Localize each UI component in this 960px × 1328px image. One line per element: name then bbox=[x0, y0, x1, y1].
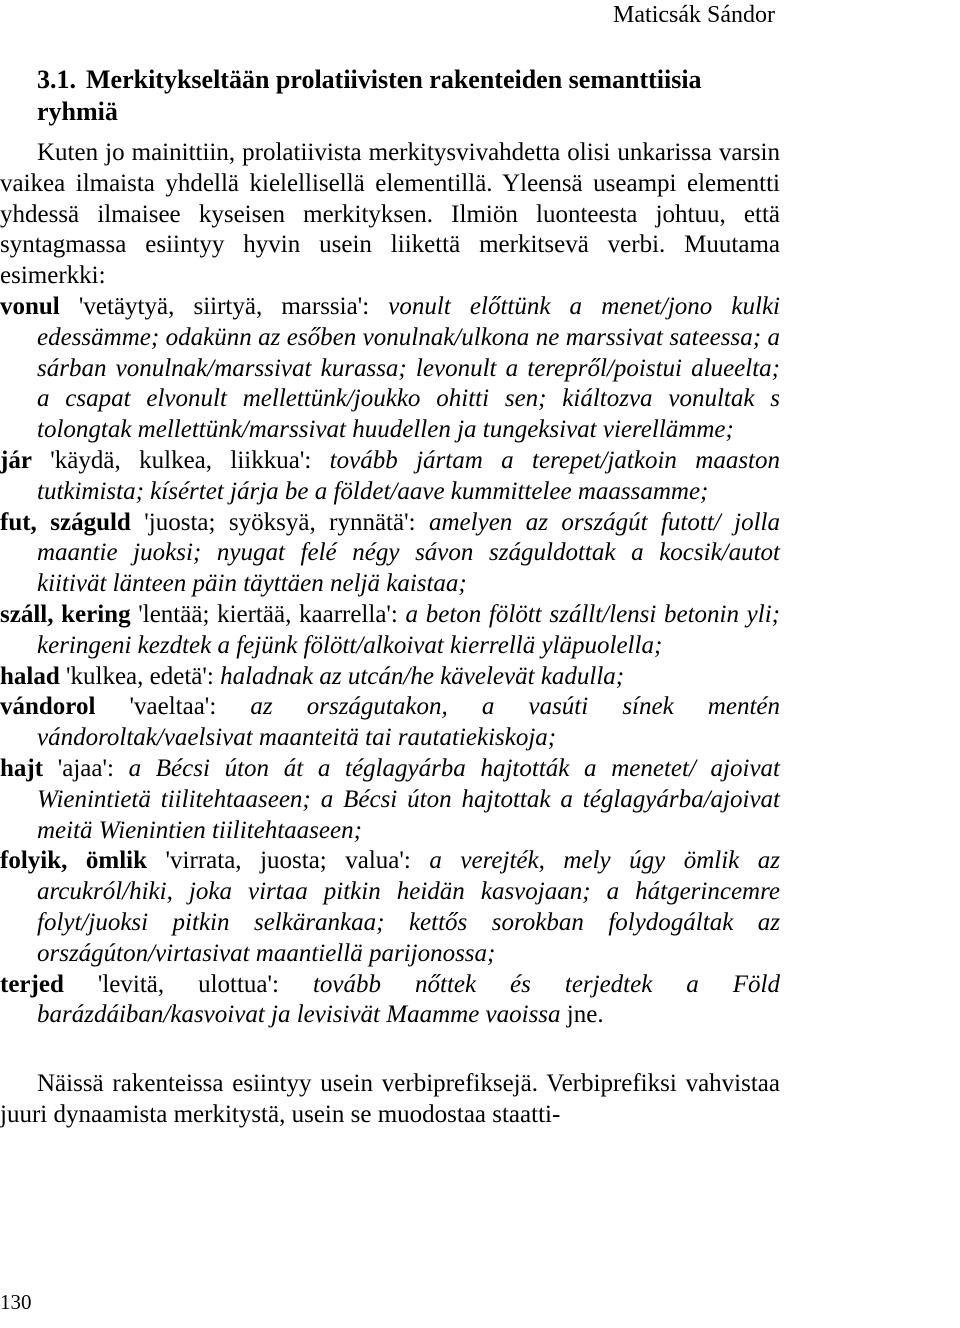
entry-gloss: 'kulkea, edetä': bbox=[59, 662, 221, 690]
example-entry bbox=[0, 600, 780, 662]
intro-paragraph: Kuten jo mainittiin, prolatiivista merkitysvivahdetta olisi unkarissa varsin vaikea ilmaista yhdellä kielellisellä elementillä. Yleensä useampi elementti yhdessä ilmaisee kyseisen merkityksen. Ilmiön luonteesta johtuu, että syntagmassa esiintyy hyvin usein liikettä merkitsevä verbi. Muutama esimerkki: bbox=[0, 139, 780, 290]
section-title: Merkitykseltään prolatiivisten rakenteiden semanttiisia ryhmiä bbox=[37, 65, 702, 126]
entry-headword: terjed bbox=[0, 970, 64, 998]
entry-examples: a verejték, mely úgy ömlik az arcukról/hiki, joka virtaa pitkin heidän kasvojaan; a hátgerincemre folyt/juoksi pitkin selkärankaa; kettős sorokban folydogáltak az országúton/virtasivat maantiellä parijonossa; bbox=[37, 847, 781, 967]
entry-gloss: 'levitä, ulottua': bbox=[63, 970, 313, 998]
example-entry bbox=[0, 446, 780, 508]
entry-gloss: 'ajaa': bbox=[43, 754, 129, 782]
entry-headword: vándorol bbox=[0, 693, 96, 721]
entry-gloss: 'käydä, kulkea, liikkua': bbox=[31, 446, 330, 474]
section-number: 3.1. bbox=[37, 65, 76, 94]
example-entry bbox=[0, 292, 780, 446]
entry-tail: jne. bbox=[560, 1001, 604, 1029]
example-entry bbox=[0, 846, 780, 969]
entry-headword: fut, száguld bbox=[0, 508, 131, 536]
entry-examples: vonult előttünk a menet/jono kulki edessämme; odakünn az esőben vonulnak/ulkona ne marssivat sateessa; a sárban vonulnak/marssivat kurassa; levonult a terepről/poistui alueelta; a csapat elvonult mellettünk/joukko ohitti sen; kiáltozva vonultak s tolongtak mellettünk/marssivat huudellen ja tungeksivat vierellämme; bbox=[37, 292, 780, 444]
example-entry bbox=[0, 508, 780, 600]
section-heading bbox=[37, 64, 777, 128]
entry-examples: a beton fölött szállt/lensi betonin yli; keringeni kezdtek a fejünk fölött/alkoivat kierrellä yläpuolella; bbox=[37, 600, 780, 659]
entry-gloss: 'vetäytyä, siirtyä, marssia': bbox=[59, 292, 389, 320]
example-entry bbox=[0, 662, 780, 693]
entry-examples: tovább jártam a terepet/jatkoin maaston tutkimista; kísértet járja be a földet/aave kummittelee maassamme; bbox=[37, 446, 781, 505]
running-header-author: Maticsák Sándor bbox=[613, 2, 775, 28]
entry-examples: haladnak az utcán/he kävelevät kadulla; bbox=[220, 662, 625, 690]
example-entry bbox=[0, 754, 780, 846]
page-number: 130 bbox=[0, 1290, 32, 1314]
example-list bbox=[0, 292, 780, 1031]
entry-headword: folyik, ömlik bbox=[0, 847, 148, 875]
example-entry bbox=[0, 970, 780, 1032]
closing-paragraph: Näissä rakenteissa esiintyy usein verbiprefiksejä. Verbiprefiksi vahvistaa juuri dynaamista merkitystä, usein se muodostaa staatti- bbox=[0, 1070, 780, 1128]
entry-headword: száll, kering bbox=[0, 600, 131, 628]
entry-gloss: 'virrata, juosta; valua': bbox=[147, 847, 430, 875]
entry-examples: tovább nőttek és terjedtek a Föld barázdáiban/kasvoivat ja levisivät Maamme vaoissa bbox=[37, 970, 780, 1029]
entry-gloss: 'vaeltaa': bbox=[95, 693, 251, 721]
entry-headword: vonul bbox=[0, 292, 60, 320]
entry-headword: halad bbox=[0, 662, 60, 690]
entry-examples: a Bécsi úton át a téglagyárba hajtották a menetet/ ajoivat Wienintietä tiilitehtaaseen; a Bécsi úton hajtottak a téglagyárba/ajoivat meitä Wienintien tiilitehtaaseen; bbox=[37, 754, 780, 844]
example-entry bbox=[0, 692, 780, 754]
body-text bbox=[0, 138, 780, 1131]
entry-gloss: 'lentää; kiertää, kaarrella': bbox=[130, 600, 406, 628]
entry-headword: jár bbox=[0, 446, 32, 474]
entry-examples: az országutakon, a vasúti sínek mentén vándoroltak/vaelsivat maanteitä tai rautatiekiskoja; bbox=[37, 693, 780, 752]
entry-examples: amelyen az országút futott/ jolla maantie juoksi; nyugat felé négy sávon száguldottak a kocsik/autot kiitivät länteen päin täyttäen neljä kaistaa; bbox=[37, 508, 780, 598]
entry-headword: hajt bbox=[0, 754, 44, 782]
entry-gloss: 'juosta; syöksyä, rynnätä': bbox=[130, 508, 429, 536]
